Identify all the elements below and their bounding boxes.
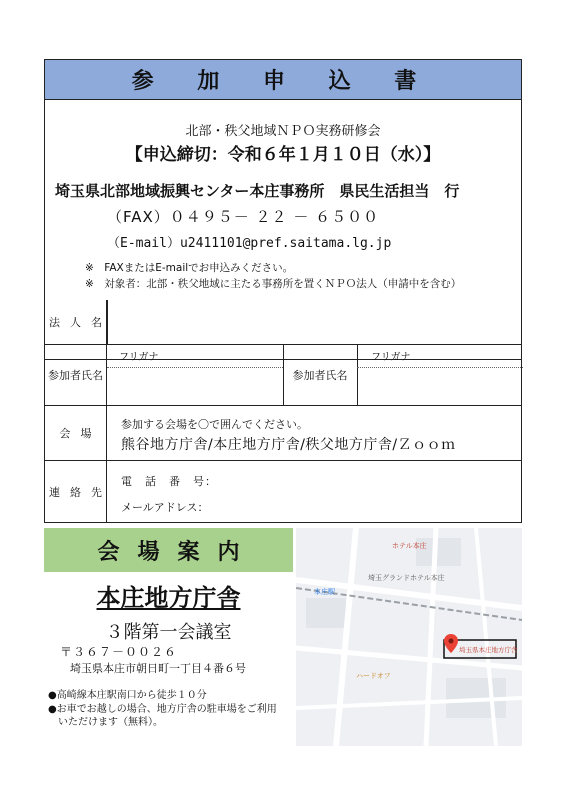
map-label-hotel1: ホテル本庄 xyxy=(392,542,427,550)
participant-row xyxy=(45,345,521,406)
mail-label: メールアドレス： xyxy=(121,501,209,514)
map-label-station: 本庄駅 xyxy=(314,588,335,596)
phone-label: 電 話 番 号： xyxy=(121,475,217,488)
participant-label-1: 参加者氏名 xyxy=(45,345,107,405)
note-eligibility: ※ 対象者：北部・秩父地域に主たる事務所を置くＮＰＯ法人（申請中を含む） xyxy=(85,278,462,290)
venue-instruction: 参加する会場を〇で囲んでください。 xyxy=(121,418,308,431)
deadline: 【申込締切：令和６年１月１０日（水）】 xyxy=(125,145,441,165)
form-title: 参 加 申 込 書 xyxy=(131,69,435,94)
contact-row xyxy=(45,461,521,522)
corp-name-row xyxy=(45,300,521,345)
venue-zip: 〒３６７－００２６ xyxy=(60,645,178,659)
form-title-bar xyxy=(45,60,521,100)
pin-center xyxy=(449,639,454,644)
venue-building: 本庄地方庁舎 xyxy=(96,584,241,612)
venue-label: 会場 xyxy=(45,406,107,460)
map-label-shop: ハードオフ xyxy=(356,672,391,680)
email-address: （E-mail）u2411101@pref.saitama.lg.jp xyxy=(107,236,392,251)
application-form xyxy=(44,59,522,523)
venue-address: 埼玉県本庄市朝日町一丁目４番６号 xyxy=(70,662,246,675)
venue-row xyxy=(45,406,521,461)
destination: 埼玉県北部地域振興センター本庄事務所 県民生活担当 行 xyxy=(55,182,460,200)
venue-guide-title: 会場案内 xyxy=(97,539,258,565)
divider xyxy=(357,345,358,405)
seminar-name: 北部・秩父地域ＮＰＯ実務研修会 xyxy=(185,124,381,139)
venue-guide-header xyxy=(44,528,293,572)
divider xyxy=(107,300,108,344)
access-walk: ●高崎線本庄駅南口から徒歩１０分 xyxy=(48,690,207,701)
note-submission: ※ FAXまたはE-mailでお申込みください。 xyxy=(85,262,294,274)
venue-options: 熊谷地方庁舎/本庄地方庁舎/秩父地方庁舎/Ｚｏｏｍ xyxy=(121,437,456,453)
fax-number: （FAX）０４９５－ ２２ － ６５００ xyxy=(107,208,380,226)
participant-label-2: 参加者氏名 xyxy=(292,369,348,382)
map-label-hotel2: 埼玉グランドホテル本庄 xyxy=(368,574,445,582)
contact-label: 連絡先 xyxy=(45,461,107,522)
venue-room: ３階第一会議室 xyxy=(105,622,232,643)
furigana-divider-2 xyxy=(357,367,523,368)
corp-name-label: 法人名 xyxy=(45,300,107,344)
venue-map xyxy=(296,528,522,746)
map-image xyxy=(296,528,522,746)
furigana-2: フリガナ xyxy=(371,352,411,363)
furigana-1: フリガナ xyxy=(119,352,159,363)
map-block xyxy=(306,598,346,628)
map-label-target: 埼玉県本庄地方庁舎 xyxy=(459,646,518,654)
furigana-divider-1 xyxy=(107,367,283,368)
access-car-cont: いただけます（無料）。 xyxy=(58,717,163,728)
access-car: ●お車でお越しの場合、地方庁舎の駐車場をご利用 xyxy=(48,704,277,715)
